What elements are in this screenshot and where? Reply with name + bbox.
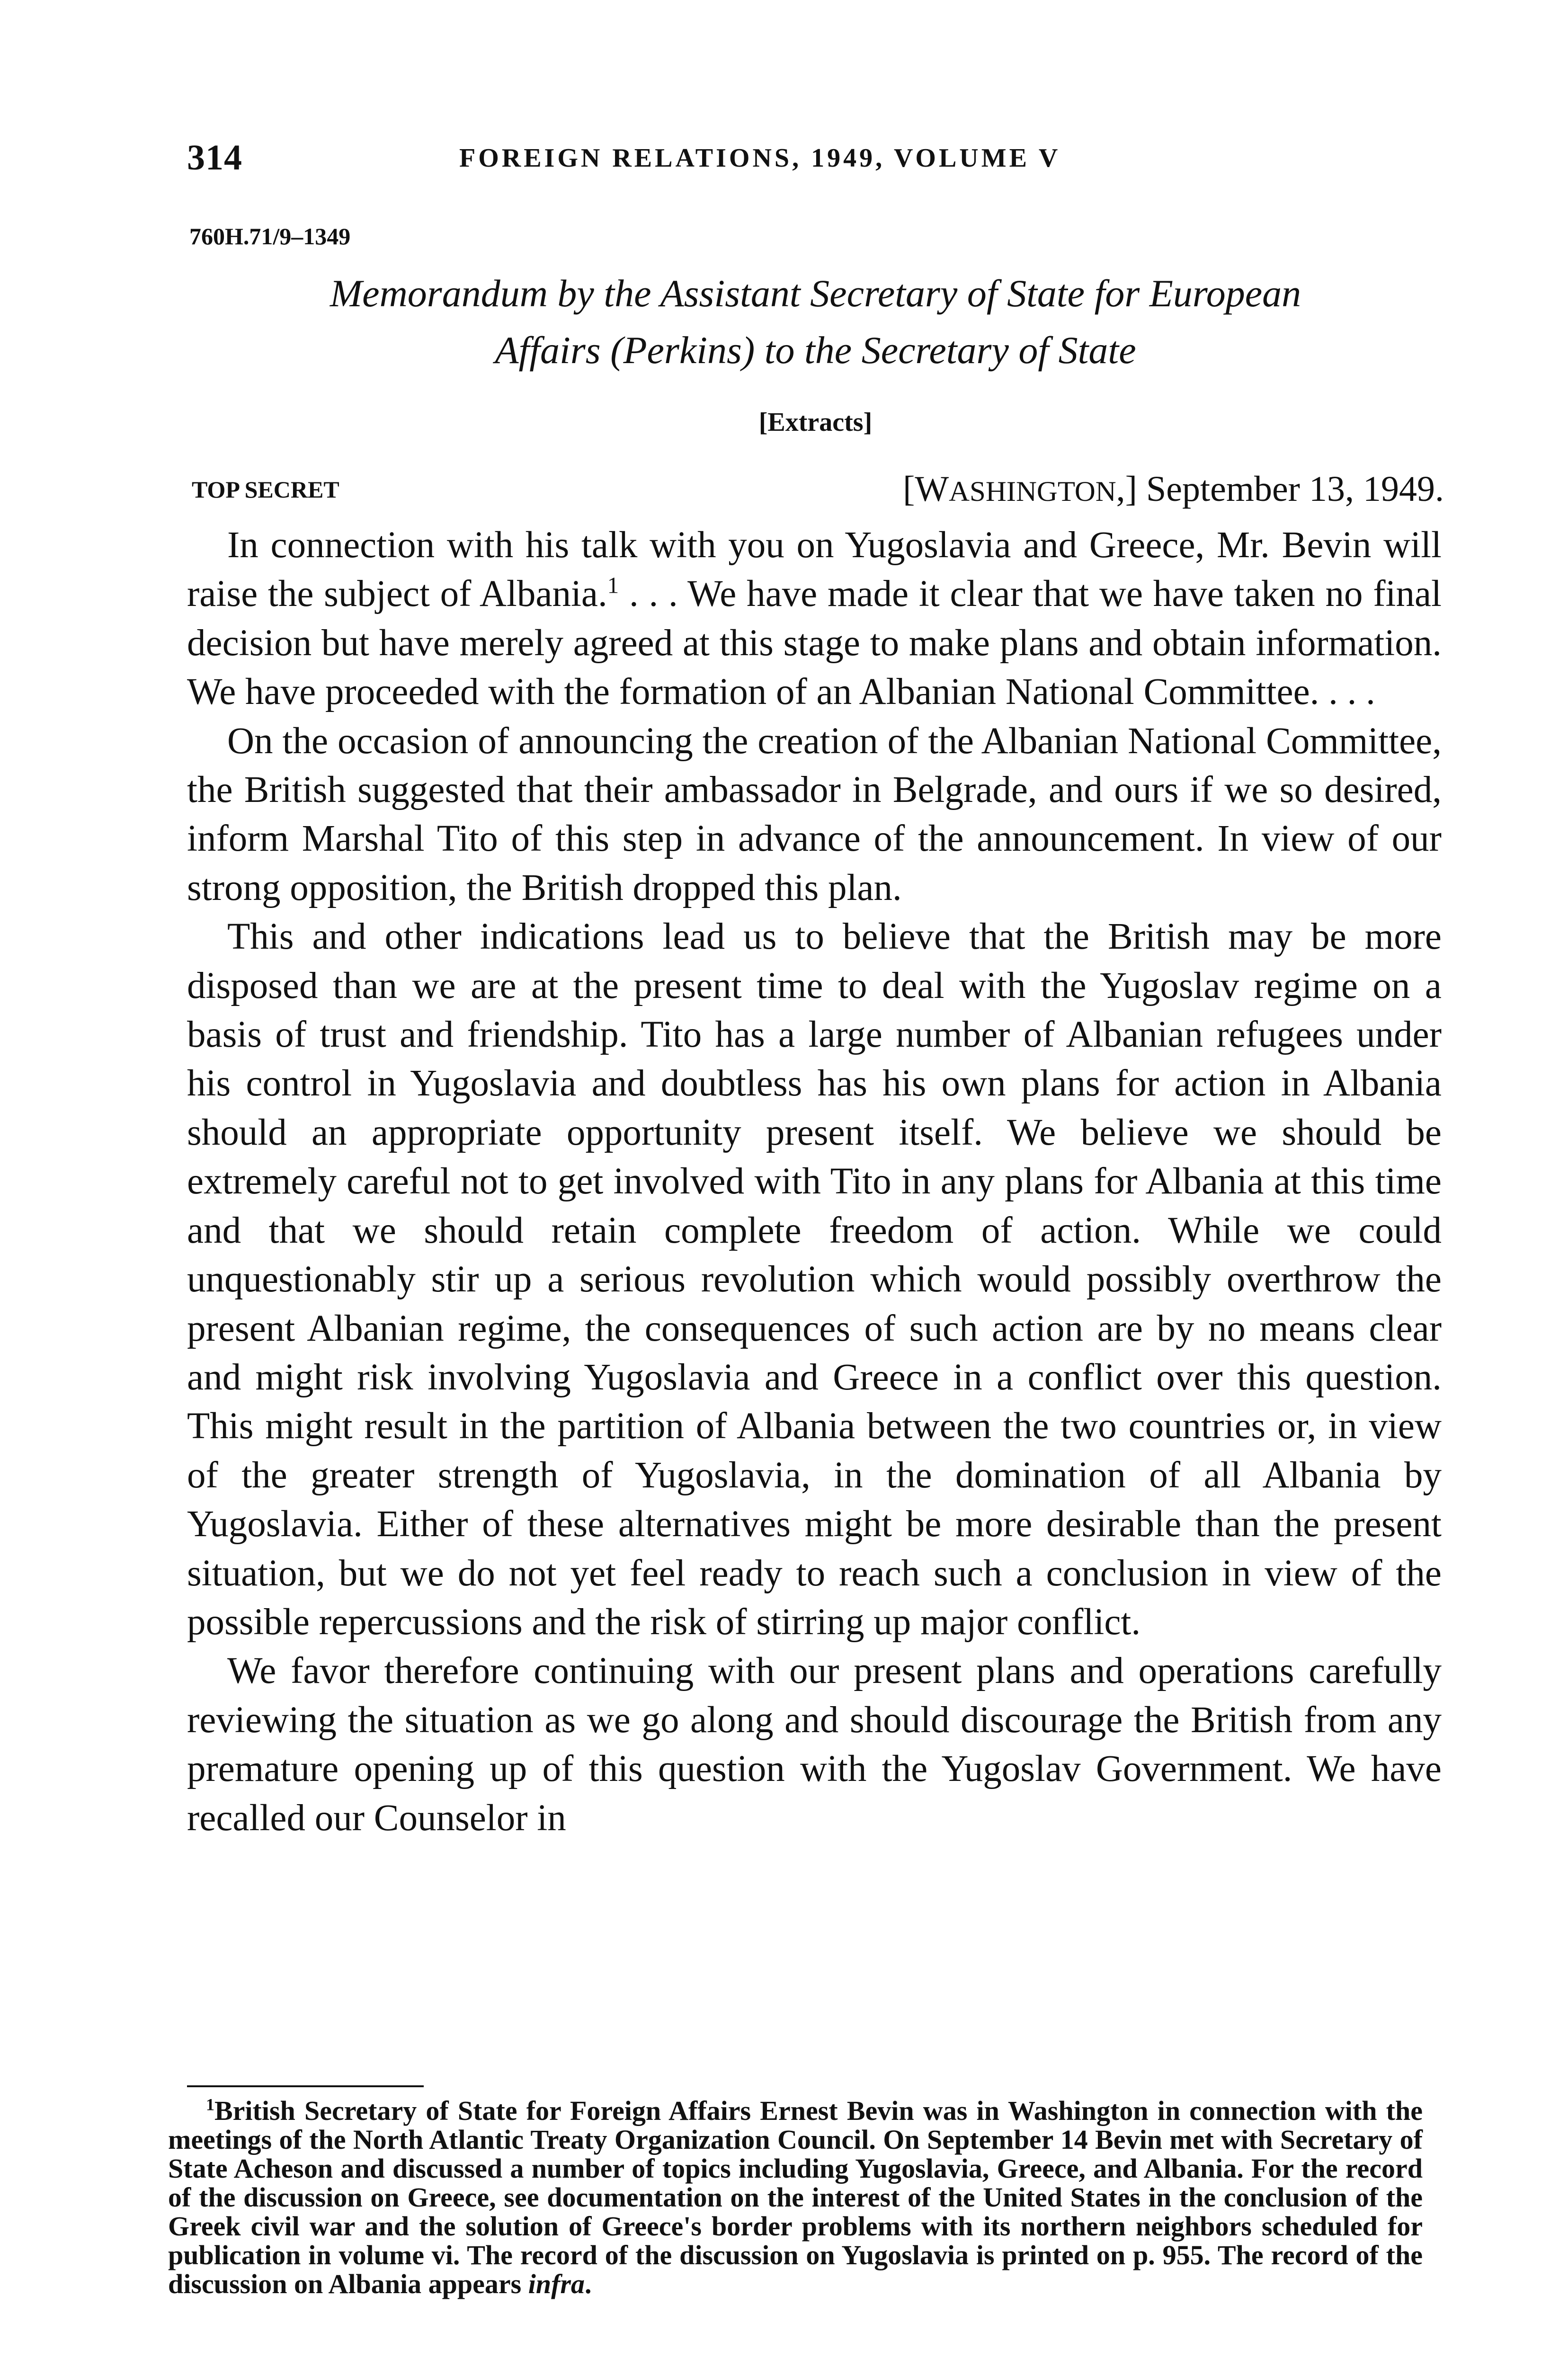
- footnote-marker: 1: [206, 2095, 214, 2114]
- body-paragraph-1-text-b: . . . We have made it clear that we have taken no final decision but have merely agreed at this stage to make plans and obtain information. We have proceeded with the formation of an Albanian National Committee. . . .: [187, 573, 1442, 713]
- body-paragraph-1-text-a: In connection with his talk with you on Yugoslavia and Greece, Mr. Bevin will raise the subject of Albania.: [187, 525, 1442, 615]
- document-title-line-2: Affairs (Perkins) to the Secretary of State: [495, 329, 1136, 372]
- body-paragraph-4: We favor therefore continuing with our present plans and operations carefully reviewing the situation as we go along and should discourage the British from any premature opening up of this question with the Yugoslav Government. We have recalled our Counselor in: [187, 1650, 1442, 1839]
- dateline: [903, 469, 1444, 510]
- footnote-reference: 1: [607, 572, 619, 599]
- footnote-text: British Secretary of State for Foreign Affairs Ernest Bevin was in Washington in connection with the meetings of the North Atlantic Treaty Organization Council. On September 14 Bevin met with Secretary of State Acheson and discussed a number of topics including Yugoslavia, Greece, and Albania. For the record of the discussion on Greece, see documentation on the interest of the United States in the conclusion of the Greek civil war and the solution of Greece's border problems with its northern neighbors scheduled for publication in volume vi. The record of the discussion on Yugoslavia is printed on p. 955. The record of the discussion on Albania appears: [168, 2095, 1423, 2299]
- running-head: FOREIGN RELATIONS, 1949, VOLUME V: [459, 143, 1061, 173]
- body-paragraph-2: On the occasion of announcing the creation of the Albanian National Committee, the British suggested that their ambassador in Belgrade, and ours if we so desired, inform Marshal Tito of this step in advance of the announcement. In view of our strong opposition, the British dropped this plan.: [187, 720, 1442, 908]
- page-header: [187, 137, 1465, 189]
- page-number: 314: [187, 138, 242, 178]
- document-title: [187, 265, 1444, 379]
- footnote-text-end: .: [584, 2269, 592, 2299]
- body-paragraph-1: [187, 521, 1442, 717]
- dateline-date: September 13, 1949.: [1146, 469, 1444, 509]
- body-paragraph-3: This and other indications lead us to believe that the British may be more disposed than we are at the present time to deal with the Yugoslav regime on a basis of trust and friendship. Tito has a large number of Albanian refugees under his control in Yugoslavia and doubtless has his own plans for action in Albania should an appropriate opportunity present itself. We believe we should be extremely careful not to get involved with Tito in any plans for Albania at this time and that we should retain complete freedom of action. While we could unquestionably stir up a serious revolution which would possibly overthrow the present Albanian regime, the consequences of such action are by no means clear and might risk involving Yugoslavia and Greece in a conflict over this question. This might result in the partition of Albania between the two countries or, in view of the greater strength of Yugoslavia, in the domination of all Albania by Yugoslavia. Either of these alternatives might be more desirable than the present situation, but we do not yet feel ready to reach such a conclusion in view of the possible repercussions and the risk of stirring up major conflict.: [187, 916, 1442, 1643]
- footnote-paragraph: [168, 2096, 1423, 2298]
- memorandum-body: [187, 521, 1442, 1842]
- dateline-place-open: [W: [903, 469, 949, 509]
- dateline-place-smallcaps: ASHINGTON: [949, 476, 1116, 507]
- footnote-italic-word: infra: [528, 2269, 585, 2299]
- footnote: [168, 2096, 1423, 2298]
- file-number: 760H.71/9–1349: [189, 223, 351, 249]
- extracts-label: [Extracts]: [758, 408, 873, 437]
- dateline-place-close: ,]: [1116, 469, 1137, 509]
- classification-label: TOP SECRET: [192, 476, 339, 503]
- document-title-line-1: Memorandum by the Assistant Secretary of State for European: [330, 272, 1301, 315]
- footnote-divider: [187, 2085, 424, 2087]
